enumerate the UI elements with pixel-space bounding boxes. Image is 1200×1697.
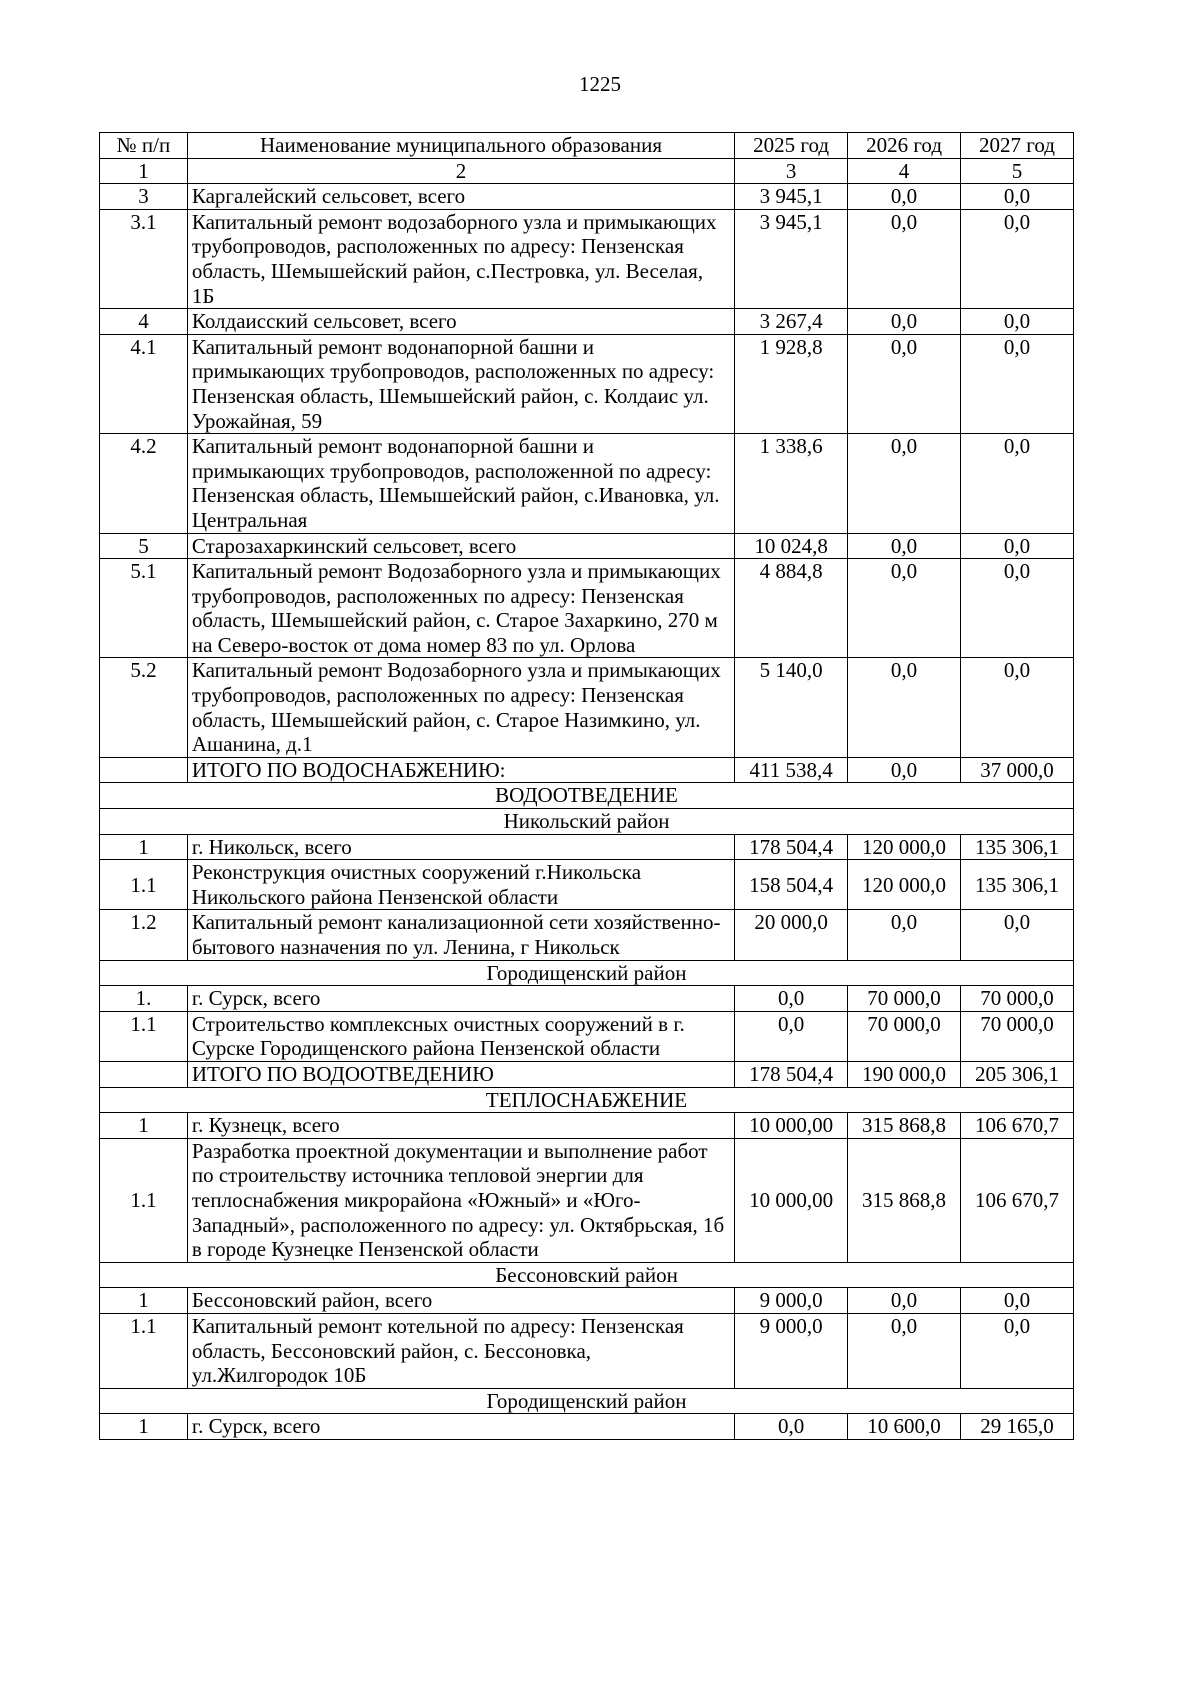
row-name: г. Никольск, всего (187, 834, 734, 860)
value-2025: 3 945,1 (735, 184, 848, 210)
row-number (100, 1061, 188, 1087)
value-2025: 1 338,6 (735, 434, 848, 533)
value-2027: 37 000,0 (961, 757, 1074, 783)
value-2026: 70 000,0 (848, 986, 961, 1012)
value-2025: 3 267,4 (735, 309, 848, 335)
value-2027: 106 670,7 (961, 1138, 1074, 1262)
value-2025: 3 945,1 (735, 209, 848, 308)
value-2026: 70 000,0 (848, 1011, 961, 1061)
value-2026: 0,0 (848, 334, 961, 433)
section-row (100, 1388, 1074, 1414)
value-2027: 70 000,0 (961, 986, 1074, 1012)
section-title: Никольский район (100, 809, 1074, 835)
row-number: 5.1 (100, 559, 188, 658)
row-name: Бессоновский район, всего (187, 1288, 734, 1314)
section-title: Бессоновский район (100, 1262, 1074, 1288)
row-name: г. Кузнецк, всего (187, 1113, 734, 1139)
row-number (100, 757, 188, 783)
value-2026: 0,0 (848, 658, 961, 757)
value-2026: 0,0 (848, 309, 961, 335)
value-2026: 0,0 (848, 910, 961, 960)
row-name: Разработка проектной документации и выполнение работ по строительству источника тепловой энергии для теплоснабжения микрорайона «Южный» и «Юго-Западный», расположенного по адресу: ул. Октябрьская, 1б в городе Кузнецке Пензенской области (187, 1138, 734, 1262)
value-2027: 0,0 (961, 533, 1074, 559)
row-name: ИТОГО ПО ВОДОСНАБЖЕНИЮ: (187, 757, 734, 783)
table-header-row (100, 133, 1074, 159)
header-num: № п/п (100, 133, 188, 159)
table-row (100, 986, 1074, 1012)
table-row (100, 533, 1074, 559)
row-name: Строительство комплексных очистных сооружений в г. Сурске Городищенского района Пензенской области (187, 1011, 734, 1061)
row-number: 1.2 (100, 910, 188, 960)
row-name: г. Сурск, всего (187, 1414, 734, 1440)
value-2026: 315 868,8 (848, 1138, 961, 1262)
row-name: Каргалейский сельсовет, всего (187, 184, 734, 210)
row-number: 1.1 (100, 1011, 188, 1061)
row-name: г. Сурск, всего (187, 986, 734, 1012)
column-numbers-row (100, 158, 1074, 184)
value-2026: 120 000,0 (848, 834, 961, 860)
value-2027: 0,0 (961, 434, 1074, 533)
section-row (100, 960, 1074, 986)
row-number: 3.1 (100, 209, 188, 308)
table-row (100, 757, 1074, 783)
value-2026: 0,0 (848, 1288, 961, 1314)
row-number: 5 (100, 533, 188, 559)
section-title: ВОДООТВЕДЕНИЕ (100, 783, 1074, 809)
value-2025: 0,0 (735, 1011, 848, 1061)
value-2025: 178 504,4 (735, 1061, 848, 1087)
header-2026: 2026 год (848, 133, 961, 159)
value-2027: 205 306,1 (961, 1061, 1074, 1087)
value-2026: 0,0 (848, 757, 961, 783)
row-number: 1. (100, 986, 188, 1012)
value-2026: 0,0 (848, 559, 961, 658)
row-number: 1.1 (100, 860, 188, 910)
value-2027: 0,0 (961, 658, 1074, 757)
table-row (100, 910, 1074, 960)
table-row (100, 434, 1074, 533)
row-number: 3 (100, 184, 188, 210)
value-2026: 0,0 (848, 184, 961, 210)
row-name: Капитальный ремонт водонапорной башни и примыкающих трубопроводов, расположенной по адресу: Пензенская область, Шемышейский район, с.Ивановка, ул. Центральная (187, 434, 734, 533)
page-number: 1225 (579, 72, 621, 96)
value-2027: 0,0 (961, 209, 1074, 308)
table-row (100, 559, 1074, 658)
value-2027: 0,0 (961, 309, 1074, 335)
column-number: 4 (848, 158, 961, 184)
row-number: 1 (100, 1288, 188, 1314)
value-2025: 411 538,4 (735, 757, 848, 783)
header-2027: 2027 год (961, 133, 1074, 159)
value-2027: 0,0 (961, 334, 1074, 433)
row-name: Старозахаркинский сельсовет, всего (187, 533, 734, 559)
table-row (100, 309, 1074, 335)
value-2027: 135 306,1 (961, 860, 1074, 910)
header-2025: 2025 год (735, 133, 848, 159)
section-title: ТЕПЛОСНАБЖЕНИЕ (100, 1087, 1074, 1113)
row-name: Капитальный ремонт водозаборного узла и примыкающих трубопроводов, расположенных по адресу: Пензенская область, Шемышейский район, с.Пестровка, ул. Веселая, 1Б (187, 209, 734, 308)
value-2025: 9 000,0 (735, 1313, 848, 1388)
row-name: ИТОГО ПО ВОДООТВЕДЕНИЮ (187, 1061, 734, 1087)
table-row (100, 1011, 1074, 1061)
value-2025: 178 504,4 (735, 834, 848, 860)
section-row (100, 1262, 1074, 1288)
value-2025: 5 140,0 (735, 658, 848, 757)
row-number: 1.1 (100, 1313, 188, 1388)
table-row (100, 334, 1074, 433)
row-number: 1 (100, 1113, 188, 1139)
row-name: Капитальный ремонт водонапорной башни и примыкающих трубопроводов, расположенных по адресу: Пензенская область, Шемышейский район, с. Колдаис ул. Урожайная, 59 (187, 334, 734, 433)
value-2026: 0,0 (848, 1313, 961, 1388)
column-number: 5 (961, 158, 1074, 184)
table-row (100, 1414, 1074, 1440)
row-name: Капитальный ремонт котельной по адресу: Пензенская область, Бессоновский район, с. Бессоновка, ул.Жилгородок 10Б (187, 1313, 734, 1388)
value-2025: 0,0 (735, 1414, 848, 1440)
row-name: Колдаисский сельсовет, всего (187, 309, 734, 335)
value-2025: 10 000,00 (735, 1138, 848, 1262)
table-row (100, 1113, 1074, 1139)
section-row (100, 783, 1074, 809)
table-row (100, 209, 1074, 308)
value-2026: 0,0 (848, 434, 961, 533)
table-row (100, 860, 1074, 910)
row-number: 4 (100, 309, 188, 335)
column-number: 1 (100, 158, 188, 184)
row-number: 1 (100, 834, 188, 860)
table-body (100, 133, 1074, 1440)
value-2025: 20 000,0 (735, 910, 848, 960)
value-2025: 1 928,8 (735, 334, 848, 433)
table-row (100, 1061, 1074, 1087)
value-2025: 10 024,8 (735, 533, 848, 559)
section-title: Городищенский район (100, 1388, 1074, 1414)
row-number: 1.1 (100, 1138, 188, 1262)
table-row (100, 1138, 1074, 1262)
budget-table (99, 132, 1074, 1440)
section-title: Городищенский район (100, 960, 1074, 986)
table-row (100, 1288, 1074, 1314)
table-row (100, 658, 1074, 757)
value-2025: 0,0 (735, 986, 848, 1012)
row-name: Капитальный ремонт канализационной сети хозяйственно-бытового назначения по ул. Ленина, г Никольск (187, 910, 734, 960)
header-name: Наименование муниципального образования (187, 133, 734, 159)
value-2026: 190 000,0 (848, 1061, 961, 1087)
row-number: 4.1 (100, 334, 188, 433)
table-row (100, 184, 1074, 210)
section-row (100, 1087, 1074, 1113)
value-2027: 106 670,7 (961, 1113, 1074, 1139)
value-2027: 0,0 (961, 184, 1074, 210)
value-2025: 158 504,4 (735, 860, 848, 910)
value-2025: 9 000,0 (735, 1288, 848, 1314)
section-row (100, 809, 1074, 835)
value-2026: 315 868,8 (848, 1113, 961, 1139)
column-number: 2 (187, 158, 734, 184)
table-row (100, 1313, 1074, 1388)
row-name: Капитальный ремонт Водозаборного узла и примыкающих трубопроводов, расположенных по адресу: Пензенская область, Шемышейский район, с. Старое Назимкино, ул. Ашанина, д.1 (187, 658, 734, 757)
value-2027: 0,0 (961, 910, 1074, 960)
value-2027: 70 000,0 (961, 1011, 1074, 1061)
row-number: 5.2 (100, 658, 188, 757)
value-2027: 135 306,1 (961, 834, 1074, 860)
value-2026: 10 600,0 (848, 1414, 961, 1440)
column-number: 3 (735, 158, 848, 184)
value-2027: 29 165,0 (961, 1414, 1074, 1440)
row-name: Реконструкция очистных сооружений г.Никольска Никольского района Пензенской области (187, 860, 734, 910)
value-2026: 0,0 (848, 533, 961, 559)
value-2027: 0,0 (961, 1313, 1074, 1388)
value-2027: 0,0 (961, 559, 1074, 658)
row-number: 1 (100, 1414, 188, 1440)
row-number: 4.2 (100, 434, 188, 533)
value-2025: 10 000,00 (735, 1113, 848, 1139)
value-2026: 120 000,0 (848, 860, 961, 910)
value-2026: 0,0 (848, 209, 961, 308)
value-2027: 0,0 (961, 1288, 1074, 1314)
value-2025: 4 884,8 (735, 559, 848, 658)
table-row (100, 834, 1074, 860)
row-name: Капитальный ремонт Водозаборного узла и примыкающих трубопроводов, расположенных по адресу: Пензенская область, Шемышейский район, с. Старое Захаркино, 270 м на Северо-восток от дома номер 83 по ул. Орлова (187, 559, 734, 658)
